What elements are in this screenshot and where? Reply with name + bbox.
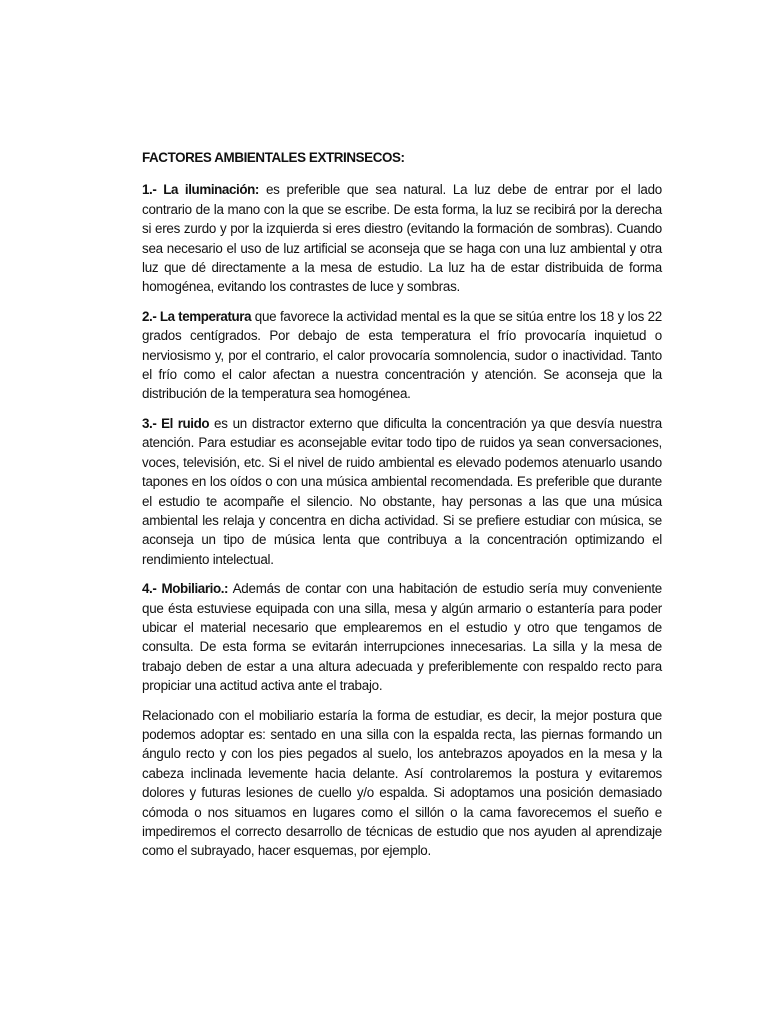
section-furniture — [142, 579, 662, 695]
section-heading-illumination: 1.- La iluminación: — [142, 182, 259, 198]
closing-paragraph: Relacionado con el mobiliario estaría la forma de estudiar, es decir, la mejor postura que podemos adoptar es: sentado en una silla con la espalda recta, las piernas formando un ángulo recto y con los pies pegados al suelo, los antebrazos apoyados en la mesa y la cabeza inclinada levemente hacia delante. Así controlaremos la postura y evitaremos dolores y futuras lesiones de cuello y/o espalda. Si adoptamos una posición demasiado cómoda o nos situamos en lugares como el sillón o la cama favorecemos el sueño e impediremos el correcto desarrollo de técnicas de estudio que nos ayuden al aprendizaje como el subrayado, hacer esquemas, por ejemplo. — [142, 707, 662, 859]
section-illumination — [142, 180, 662, 296]
section-heading-noise: 3.- El ruido — [142, 415, 210, 431]
section-body-noise: es un distractor externo que dificulta la concentración ya que desvía nuestra atención. Para estudiar es aconsejable evitar todo tipo de ruidos ya sean conversaciones, voces, televisión, etc. Si el nivel de ruido ambiental es elevado podemos atenuarlo usando tapones en los oídos o con una música ambiental recomendada. Es preferible que durante el estudio te acompañe el silencio. No obstante, hay personas a las que una música ambiental les relaja y concentra en dicha actividad. Si se prefiere estudiar con música, se aconseja un tipo de música lenta que contribuya a la concentración optimizando el rendimiento intelectual. — [142, 415, 662, 567]
section-temperature — [142, 307, 662, 404]
section-body-furniture: Además de contar con una habitación de estudio sería muy conveniente que ésta estuviese equipada con una silla, mesa y algún armario o estantería para poder ubicar el material necesario que emplearemos en el estudio y otro que tengamos de consulta. De esta forma se evitarán interrupciones innecesarias. La silla y la mesa de trabajo deben de estar a una altura adecuada y preferiblemente con respaldo recto para propiciar una actitud activa ante el trabajo. — [142, 581, 662, 694]
section-heading-furniture: 4.- Mobiliario.: — [142, 581, 229, 597]
section-body-illumination: es preferible que sea natural. La luz debe de entrar por el lado contrario de la mano con la que se escribe. De esta forma, la luz se recibirá por la derecha si eres zurdo y por la izquierda si eres diestro (evitando la formación de sombras). Cuando sea necesario el uso de luz artificial se aconseja que se haga con una luz ambiental y otra luz que dé directamente a la mesa de estudio. La luz ha de estar distribuida de forma homogénea, evitando los contrastes de luce y sombras. — [142, 182, 662, 295]
section-heading-temperature: 2.- La temperatura — [142, 308, 252, 324]
section-noise — [142, 414, 662, 569]
document-page — [142, 148, 662, 871]
document-title: FACTORES AMBIENTALES EXTRINSECOS: — [142, 150, 405, 165]
section-body-temperature: que favorece la actividad mental es la que se sitúa entre los 18 y los 22 grados centígrados. Por debajo de esta temperatura el frío provocaría inquietud o nerviosismo y, por el contrario, el calor provocaría somnolencia, sudor o inactividad. Tanto el frío como el calor afectan a nuestra concentración y atención. Se aconseja que la distribución de la temperatura sea homogénea. — [142, 308, 663, 402]
